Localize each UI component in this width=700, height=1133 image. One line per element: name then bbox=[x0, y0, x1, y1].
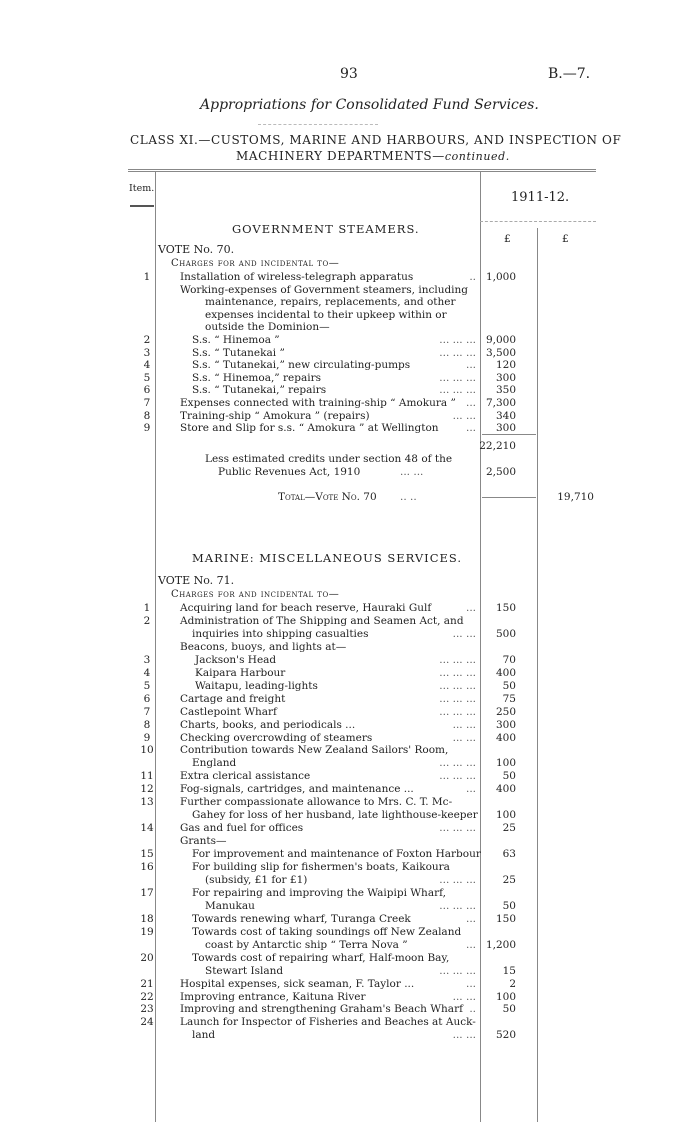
item-description: S.s. “ Tutanekai,” new circulating-pumps bbox=[192, 359, 411, 372]
item-number: 20 bbox=[140, 951, 154, 964]
col-pound-1: £ bbox=[504, 233, 511, 245]
leader-dots: ... ... bbox=[452, 990, 476, 1003]
leader-dots: ... ... bbox=[452, 731, 476, 744]
item-description: (subsidy, £1 for £1) bbox=[205, 873, 308, 886]
item-description: Cartage and freight bbox=[180, 692, 286, 705]
item-description: Checking overcrowding of steamers bbox=[180, 731, 373, 744]
leader-dots: ... bbox=[465, 397, 476, 409]
vote-71-heading: VOTE No. 71. bbox=[158, 574, 235, 587]
leader-dots: ... ... ... bbox=[439, 822, 476, 835]
table-top-rule bbox=[128, 169, 596, 170]
vote-70-heading: VOTE No. 70. bbox=[158, 243, 235, 256]
item-amount: 50 bbox=[502, 679, 516, 692]
item-description: maintenance, repairs, replacements, and other bbox=[205, 296, 456, 309]
item-amount: 7,300 bbox=[485, 397, 516, 409]
item-amount: 100 bbox=[495, 757, 516, 770]
item-amount: 50 bbox=[502, 899, 516, 912]
item-description: outside the Dominion— bbox=[205, 321, 330, 334]
item-number: 18 bbox=[140, 912, 154, 925]
item-description: Store and Slip for s.s. “ Amokura ” at Wellington bbox=[180, 422, 439, 435]
item-description: Jackson's Head bbox=[195, 653, 277, 666]
item-number: 12 bbox=[140, 783, 154, 796]
leader-dots: ... bbox=[465, 938, 476, 951]
item-number: 5 bbox=[143, 371, 151, 384]
item-amount: 100 bbox=[495, 990, 516, 1003]
item-amount: 9,000 bbox=[485, 334, 516, 346]
item-number: 3 bbox=[143, 653, 151, 666]
section-title-government-steamers: GOVERNMENT STEAMERS. bbox=[232, 222, 420, 236]
item-number: 1 bbox=[143, 271, 151, 283]
table-top-rule-2 bbox=[128, 171, 596, 172]
charges-heading-71: Charges for and incidental to— bbox=[171, 589, 340, 600]
item-description: Fog-signals, cartridges, and maintenance ... bbox=[180, 783, 414, 796]
col-item-header: Item. bbox=[129, 183, 155, 194]
leader-dots: ... ... ... bbox=[439, 705, 476, 718]
item-number: 3 bbox=[143, 346, 151, 359]
leader-dots: ... bbox=[465, 912, 476, 925]
leader-dots: ... ... ... bbox=[439, 770, 476, 783]
item-description: Castlepoint Wharf bbox=[180, 705, 277, 718]
total-rule-70 bbox=[482, 497, 536, 498]
item-description: Launch for Inspector of Fisheries and Beaches at Auck- bbox=[180, 1016, 476, 1029]
item-description: Improving and strengthening Graham's Beach Wharf bbox=[180, 1003, 463, 1016]
item-description: Contribution towards New Zealand Sailors' Room, bbox=[180, 744, 449, 757]
item-number: 6 bbox=[143, 692, 151, 705]
header-rule bbox=[258, 124, 378, 125]
item-description: S.s. “ Hinemoa ” bbox=[192, 334, 280, 346]
item-description: Gas and fuel for offices bbox=[180, 822, 304, 835]
item-number: 4 bbox=[143, 666, 151, 679]
item-amount: 15 bbox=[502, 964, 516, 977]
item-description: Waitapu, leading-lights bbox=[195, 679, 318, 692]
item-description: Acquiring land for beach reserve, Hauraki Gulf bbox=[180, 602, 432, 614]
less-credits-line1: Less estimated credits under section 48 of the bbox=[205, 453, 453, 465]
section-title-marine-misc: MARINE: MISCELLANEOUS SERVICES. bbox=[192, 551, 463, 565]
class-title-continued: continued. bbox=[444, 150, 510, 163]
leader-dots: ... ... bbox=[452, 1029, 476, 1042]
item-description: For repairing and improving the Waipipi Wharf, bbox=[192, 886, 446, 899]
item-number: 24 bbox=[140, 1016, 154, 1029]
page-number: 93 bbox=[340, 66, 358, 82]
item-number: 9 bbox=[143, 422, 151, 435]
leader-dots: ... ... ... bbox=[439, 653, 476, 666]
item-description: Grants— bbox=[180, 835, 227, 848]
item-number: 8 bbox=[143, 718, 151, 731]
item-head-rule bbox=[130, 205, 154, 207]
item-number: 17 bbox=[140, 886, 154, 899]
class-title-line2 bbox=[236, 149, 510, 163]
page-ref: B.—7. bbox=[548, 66, 591, 82]
leader-dots: ... ... ... bbox=[439, 371, 476, 384]
item-description: Hospital expenses, sick seaman, F. Taylor ... bbox=[180, 977, 415, 990]
item-number: 19 bbox=[140, 925, 154, 938]
item-description: Installation of wireless-telegraph apparatus bbox=[180, 271, 414, 283]
item-amount: 1,000 bbox=[485, 271, 516, 283]
item-description: Manukau bbox=[205, 899, 255, 912]
leader-dots: ... bbox=[465, 359, 476, 372]
item-number: 7 bbox=[143, 705, 151, 718]
subtotal-70: 22,210 bbox=[479, 440, 516, 452]
item-description: land bbox=[192, 1029, 216, 1042]
item-description: expenses incidental to their upkeep within or bbox=[205, 308, 447, 321]
item-description: Improving entrance, Kaituna River bbox=[180, 990, 366, 1003]
leader-dots: ... ... ... bbox=[439, 692, 476, 705]
item-number: 1 bbox=[143, 602, 151, 614]
less-credits-line2: Public Revenues Act, 1910 bbox=[218, 466, 361, 478]
total-vote-70-dots: .. .. bbox=[400, 491, 417, 503]
item-amount: 300 bbox=[495, 422, 516, 435]
item-amount: 75 bbox=[502, 692, 516, 705]
item-description: Charts, books, and periodicals ... bbox=[180, 718, 356, 731]
col-pound-2: £ bbox=[562, 233, 569, 245]
item-description: Training-ship “ Amokura ” (repairs) bbox=[180, 409, 370, 422]
item-number: 13 bbox=[140, 796, 154, 809]
item-description: S.s. “ Hinemoa,” repairs bbox=[192, 371, 321, 384]
year-head-rule bbox=[480, 221, 596, 222]
leader-dots: ... bbox=[465, 422, 476, 435]
charges-heading-70: Charges for and incidental to— bbox=[171, 258, 340, 269]
item-description: England bbox=[192, 757, 237, 770]
item-number: 16 bbox=[140, 861, 154, 873]
item-description: Stewart Island bbox=[205, 964, 284, 977]
item-description: Working-expenses of Government steamers, including bbox=[180, 283, 469, 296]
total-vote-70-label: Total—Vote No. 70 bbox=[278, 491, 377, 503]
item-description: Gahey for loss of her husband, late lighthouse-keeper bbox=[192, 809, 478, 822]
item-amount: 150 bbox=[495, 912, 516, 925]
item-description: Kaipara Harbour bbox=[195, 666, 286, 679]
item-amount: 100 bbox=[495, 809, 516, 822]
item-amount: 300 bbox=[495, 371, 516, 384]
item-amount: 250 bbox=[495, 705, 516, 718]
leader-dots: ... ... ... bbox=[439, 964, 476, 977]
item-number: 5 bbox=[143, 679, 151, 692]
item-number: 23 bbox=[140, 1003, 154, 1016]
leader-dots: ... ... ... bbox=[439, 346, 476, 359]
subtotal-rule-70 bbox=[482, 434, 536, 435]
item-description: For building slip for fishermen's boats, Kaikoura bbox=[192, 861, 450, 873]
leader-dots: ... ... ... bbox=[439, 666, 476, 679]
less-credits-dots: ... ... bbox=[400, 466, 424, 478]
item-number: 7 bbox=[143, 397, 151, 409]
col-year-header: 1911-12. bbox=[511, 190, 570, 205]
item-number: 14 bbox=[140, 822, 154, 835]
leader-dots: .. bbox=[469, 1003, 476, 1016]
less-credits-amount: 2,500 bbox=[485, 466, 516, 478]
item-description: Towards cost of repairing wharf, Half-moon Bay, bbox=[192, 951, 450, 964]
item-description: Towards renewing wharf, Turanga Creek bbox=[192, 912, 411, 925]
leader-dots: ... ... bbox=[452, 718, 476, 731]
item-amount: 25 bbox=[502, 822, 516, 835]
item-amount: 400 bbox=[495, 666, 516, 679]
leader-dots: ... bbox=[465, 977, 476, 990]
item-number: 6 bbox=[143, 384, 151, 397]
item-amount: 120 bbox=[495, 359, 516, 372]
item-amount: 150 bbox=[495, 602, 516, 614]
item-description: S.s. “ Tutanekai,” repairs bbox=[192, 384, 327, 397]
item-description: S.s. “ Tutanekai ” bbox=[192, 346, 285, 359]
item-amount: 1,200 bbox=[485, 938, 516, 951]
item-amount: 70 bbox=[502, 653, 516, 666]
item-number: 10 bbox=[140, 744, 154, 757]
leader-dots: ... ... ... bbox=[439, 679, 476, 692]
item-number: 2 bbox=[143, 334, 151, 346]
item-number: 11 bbox=[140, 770, 154, 783]
item-number: 21 bbox=[140, 977, 154, 990]
item-description: Towards cost of taking soundings off New Zealand bbox=[192, 925, 462, 938]
item-amount: 50 bbox=[502, 770, 516, 783]
item-number: 8 bbox=[143, 409, 151, 422]
leader-dots: ... ... ... bbox=[439, 873, 476, 886]
total-vote-70-amount: 19,710 bbox=[557, 491, 594, 503]
item-description: Extra clerical assistance bbox=[180, 770, 311, 783]
item-description: Administration of The Shipping and Seamen Act, and bbox=[180, 614, 464, 627]
item-amount: 500 bbox=[495, 627, 516, 640]
item-amount: 340 bbox=[495, 409, 516, 422]
leader-dots: ... bbox=[465, 783, 476, 796]
item-number: 2 bbox=[143, 614, 151, 627]
item-amount: 300 bbox=[495, 718, 516, 731]
item-description: coast by Antarctic ship “ Terra Nova ” bbox=[205, 938, 408, 951]
item-amount: 400 bbox=[495, 731, 516, 744]
leader-dots: ... ... bbox=[452, 409, 476, 422]
item-description: Beacons, buoys, and lights at— bbox=[180, 640, 347, 653]
leader-dots: ... bbox=[465, 602, 476, 614]
item-amount: 350 bbox=[495, 384, 516, 397]
leader-dots: ... ... ... bbox=[439, 334, 476, 346]
item-number: 22 bbox=[140, 990, 154, 1003]
item-amount: 2 bbox=[509, 977, 516, 990]
item-number: 4 bbox=[143, 359, 151, 372]
item-number: 15 bbox=[140, 848, 154, 861]
header-title: Appropriations for Consolidated Fund Services. bbox=[200, 97, 539, 113]
amt2-col-line bbox=[537, 228, 538, 1122]
class-title: CLASS XI.—CUSTOMS, MARINE AND HARBOURS, AND INSPECTION OF bbox=[130, 133, 622, 147]
item-amount: 400 bbox=[495, 783, 516, 796]
item-amount: 520 bbox=[495, 1029, 516, 1042]
leader-dots: ... ... ... bbox=[439, 384, 476, 397]
leader-dots: ... ... ... bbox=[439, 899, 476, 912]
item-amount: 50 bbox=[502, 1003, 516, 1016]
item-description: For improvement and maintenance of Foxton Harbour bbox=[192, 848, 481, 861]
item-number: 9 bbox=[143, 731, 151, 744]
item-amount: 63 bbox=[502, 848, 516, 861]
item-description: Expenses connected with training-ship “ Amokura ” bbox=[180, 397, 456, 409]
leader-dots: .. bbox=[469, 271, 476, 283]
leader-dots: ... ... ... bbox=[439, 757, 476, 770]
item-amount: 25 bbox=[502, 873, 516, 886]
item-description: inquiries into shipping casualties bbox=[192, 627, 369, 640]
class-title-line2-text: MACHINERY DEPARTMENTS— bbox=[236, 149, 445, 163]
item-description: Further compassionate allowance to Mrs. C. T. Mc- bbox=[180, 796, 453, 809]
item-amount: 3,500 bbox=[485, 346, 516, 359]
leader-dots: ... ... bbox=[452, 627, 476, 640]
